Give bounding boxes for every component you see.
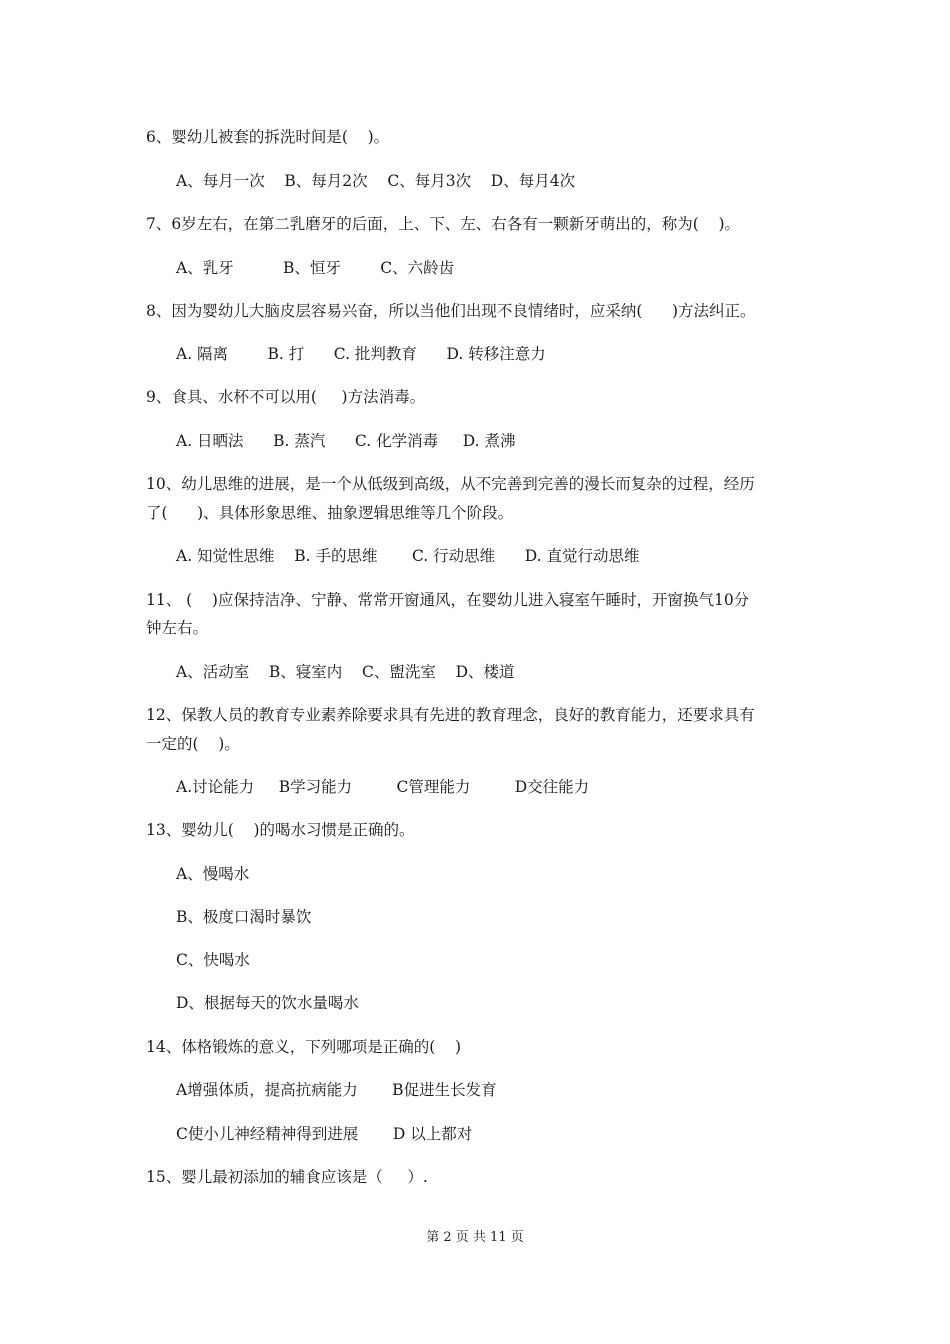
question-13-option-d: D、根据每天的饮水量喝水 bbox=[176, 994, 359, 1012]
question-11-stem-line2: 钟左右。 bbox=[146, 619, 209, 637]
question-14-options-line1: A增强体质，提高抗病能力 B促进生长发育 bbox=[176, 1081, 497, 1099]
question-8-stem: 8、因为婴幼儿大脑皮层容易兴奋，所以当他们出现不良情绪时，应采纳( )方法纠正。 bbox=[146, 302, 756, 320]
question-9-options: A. 日晒法 B. 蒸汽 C. 化学消毒 D. 煮沸 bbox=[176, 432, 516, 450]
question-12-stem-line1: 12、保教人员的教育专业素养除要求具有先进的教育理念，良好的教育能力，还要求具有 bbox=[146, 706, 755, 724]
question-13-option-c: C、快喝水 bbox=[176, 951, 250, 969]
question-7-stem: 7、6岁左右，在第二乳磨牙的后面，上、下、左、右各有一颗新牙萌出的，称为( )。 bbox=[146, 215, 741, 233]
question-10-stem-line1: 10、幼儿思维的进展，是一个从低级到高级，从不完善到完善的漫长而复杂的过程，经历 bbox=[146, 475, 755, 493]
question-10-stem-line2: 了( )、具体形象思维、抽象逻辑思维等几个阶段。 bbox=[146, 504, 514, 522]
question-13-option-b: B、极度口渴时暴饮 bbox=[176, 908, 312, 926]
question-15-stem: 15、婴儿最初添加的辅食应该是（ ）. bbox=[146, 1168, 428, 1186]
question-14-options-line2: C使小儿神经精神得到进展 D 以上都对 bbox=[176, 1125, 473, 1143]
question-13-option-a: A、慢喝水 bbox=[176, 865, 250, 883]
question-6-options: A、每月一次 B、每月2次 C、每月3次 D、每月4次 bbox=[176, 172, 576, 190]
question-12-stem-line2: 一定的( )。 bbox=[146, 735, 240, 753]
question-7-options: A、乳牙 B、恒牙 C、六龄齿 bbox=[176, 259, 455, 277]
question-9-stem: 9、食具、水杯不可以用( )方法消毒。 bbox=[146, 388, 426, 406]
question-10-options: A. 知觉性思维 B. 手的思维 C. 行动思维 D. 直觉行动思维 bbox=[176, 547, 640, 565]
question-14-stem: 14、体格锻炼的意义，下列哪项是正确的( ) bbox=[146, 1038, 462, 1056]
question-6-stem: 6、婴幼儿被套的拆洗时间是( )。 bbox=[146, 128, 390, 146]
question-13-stem: 13、婴幼儿( )的喝水习惯是正确的。 bbox=[146, 821, 415, 839]
question-11-stem-line1: 11、 ( )应保持洁净、宁静、常常开窗通风，在婴幼儿进入寝室午睡时，开窗换气10分 bbox=[146, 591, 750, 609]
question-12-options: A.讨论能力 B学习能力 C管理能力 D交往能力 bbox=[176, 778, 590, 796]
page-footer: 第 2 页 共 11 页 bbox=[426, 1230, 524, 1245]
question-11-options: A、活动室 B、寝室内 C、盥洗室 D、楼道 bbox=[176, 663, 515, 681]
question-8-options: A. 隔离 B. 打 C. 批判教育 D. 转移注意力 bbox=[176, 345, 546, 363]
